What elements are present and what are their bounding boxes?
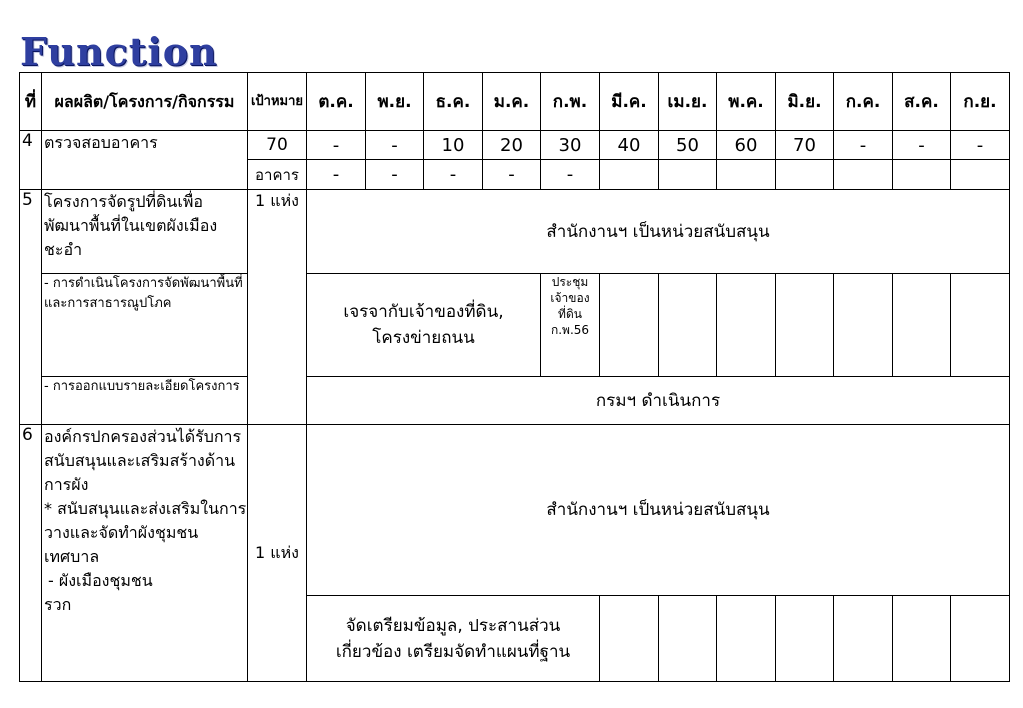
empty-cell xyxy=(834,160,893,190)
row-description: โครงการจัดรูปที่ดินเพื่อพัฒนาพื้นที่ในเขตผังเมืองชะอำ xyxy=(42,190,248,274)
row-description: ตรวจสอบอาคาร xyxy=(42,131,248,190)
department-note: กรมฯ ดำเนินการ xyxy=(307,377,1010,425)
actual-cell: - xyxy=(424,160,483,190)
col-product-header: ผลผลิต/โครงการ/กิจกรรม xyxy=(42,73,248,131)
target-value: 1 แห่ง xyxy=(248,190,307,425)
actual-cell: - xyxy=(483,160,541,190)
month-header: เม.ย. xyxy=(659,73,717,131)
table-row xyxy=(20,425,1010,596)
header-row xyxy=(20,73,1010,131)
empty-cell xyxy=(893,274,951,377)
empty-cell xyxy=(717,596,776,682)
preparation-note: จัดเตรียมข้อมูล, ประสานส่วนเกี่ยวข้อง เตรียมจัดทำแผนที่ฐาน xyxy=(307,596,600,682)
page-title: Function xyxy=(20,29,218,74)
empty-cell xyxy=(600,160,659,190)
empty-cell xyxy=(776,160,834,190)
plan-cell: 50 xyxy=(659,131,717,160)
empty-cell xyxy=(659,160,717,190)
month-header: พ.ค. xyxy=(717,73,776,131)
actual-cell: - xyxy=(307,160,366,190)
empty-cell xyxy=(600,596,659,682)
empty-cell xyxy=(834,596,893,682)
month-header: ก.ย. xyxy=(951,73,1010,131)
month-header: มิ.ย. xyxy=(776,73,834,131)
row-description xyxy=(42,425,248,682)
table-row xyxy=(20,377,1010,425)
empty-cell xyxy=(659,274,717,377)
actual-cell: - xyxy=(541,160,600,190)
month-header: ก.ค. xyxy=(834,73,893,131)
sub-activity: รวก xyxy=(44,595,72,614)
plan-cell: - xyxy=(366,131,424,160)
plan-cell: 40 xyxy=(600,131,659,160)
actual-cell: - xyxy=(366,160,424,190)
row-number: 4 xyxy=(20,131,42,190)
support-note: สำนักงานฯ เป็นหน่วยสนับสนุน xyxy=(307,425,1010,596)
description-main: องค์กรปกครองส่วนได้รับการสนับสนุนและเสริมสร้างด้านการผัง xyxy=(44,427,242,494)
plan-cell: 10 xyxy=(424,131,483,160)
sub-activity: - การออกแบบรายละเอียดโครงการ xyxy=(42,377,248,425)
col-no-header: ที่ xyxy=(20,73,42,131)
row-number: 6 xyxy=(20,425,42,682)
plan-cell: - xyxy=(951,131,1010,160)
sub-activity: - ผังเมืองชุมชน xyxy=(48,571,153,590)
row-number: 5 xyxy=(20,190,42,425)
negotiation-note: เจรจากับเจ้าของที่ดิน, โครงข่ายถนน xyxy=(307,274,541,377)
plan-table xyxy=(19,72,1010,682)
empty-cell xyxy=(951,596,1010,682)
empty-cell xyxy=(834,274,893,377)
sub-activity: * สนับสนุนและส่งเสริมในการวางและจัดทำผังชุมชนเทศบาล xyxy=(44,499,247,566)
plan-cell: 60 xyxy=(717,131,776,160)
empty-cell xyxy=(951,274,1010,377)
plan-cell: - xyxy=(307,131,366,160)
empty-cell xyxy=(717,274,776,377)
empty-cell xyxy=(951,160,1010,190)
plan-cell: 20 xyxy=(483,131,541,160)
table-row xyxy=(20,131,1010,160)
target-unit: อาคาร xyxy=(248,160,307,190)
empty-cell xyxy=(893,160,951,190)
empty-cell xyxy=(659,596,717,682)
target-value: 70 xyxy=(248,131,307,160)
empty-cell xyxy=(776,596,834,682)
month-header: ธ.ค. xyxy=(424,73,483,131)
empty-cell xyxy=(600,274,659,377)
sub-activity: - การดำเนินโครงการจัดพัฒนาพื้นที่และการสาธารณูปโภค xyxy=(42,274,248,377)
empty-cell xyxy=(776,274,834,377)
plan-cell: 70 xyxy=(776,131,834,160)
support-note: สำนักงานฯ เป็นหน่วยสนับสนุน xyxy=(307,190,1010,274)
month-header: พ.ย. xyxy=(366,73,424,131)
plan-cell: - xyxy=(834,131,893,160)
table-row xyxy=(20,190,1010,274)
plan-cell: 30 xyxy=(541,131,600,160)
month-header: มี.ค. xyxy=(600,73,659,131)
meeting-note: ประชุมเจ้าของที่ดิน ก.พ.56 xyxy=(541,274,600,377)
month-header: ม.ค. xyxy=(483,73,541,131)
empty-cell xyxy=(893,596,951,682)
month-header: ก.พ. xyxy=(541,73,600,131)
col-target-header: เป้าหมาย xyxy=(248,73,307,131)
empty-cell xyxy=(717,160,776,190)
plan-cell: - xyxy=(893,131,951,160)
month-header: ส.ค. xyxy=(893,73,951,131)
target-value: 1 แห่ง xyxy=(248,425,307,682)
month-header: ต.ค. xyxy=(307,73,366,131)
table-row xyxy=(20,274,1010,377)
